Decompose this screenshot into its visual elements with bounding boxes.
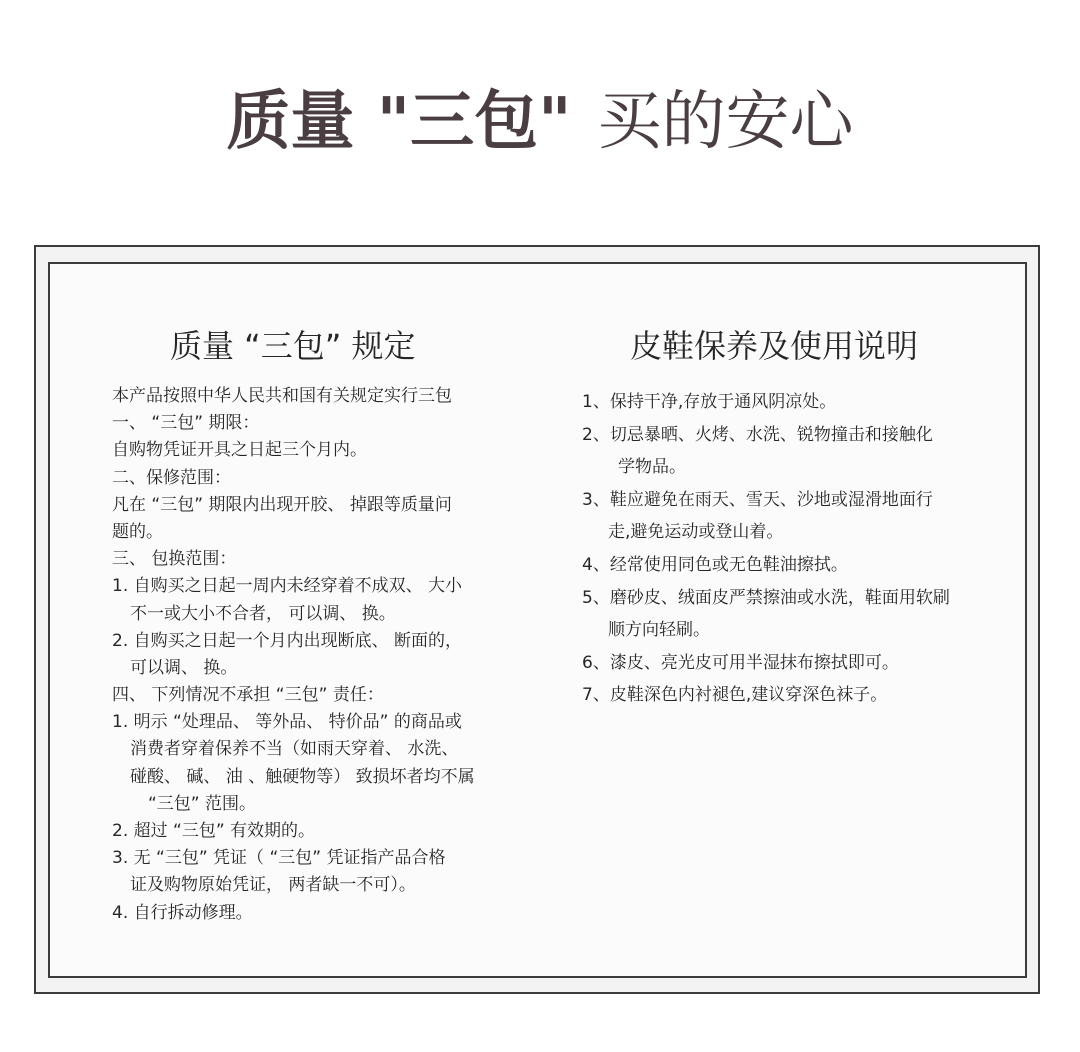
care-line: 4、经常使用同色或无色鞋油擦拭。 (582, 554, 848, 575)
warranty-line: 本产品按照中华人民共和国有关规定实行三包 (112, 386, 452, 406)
care-line: 6、漆皮、亮光皮可用半湿抹布擦拭即可。 (582, 652, 899, 673)
header-light-text: 买的安心 (597, 85, 854, 159)
warranty-line: 不一或大小不合者， 可以调、 换。 (130, 603, 396, 624)
care-line: 顺方向轻刷。 (608, 620, 710, 641)
warranty-line: 1. 明示 “处理品、 等外品、 特价品” 的商品或 (112, 712, 462, 733)
care-title: 皮鞋保养及使用说明 (630, 327, 919, 365)
care-line: 7、皮鞋深色内衬褪色,建议穿深色袜子。 (582, 685, 888, 706)
warranty-line: 四、 下列情况不承担 “三包” 责任： (112, 685, 384, 706)
warranty-line: 2. 超过 “三包” 有效期的。 (112, 821, 316, 841)
care-line: 1、保持干净,存放于通风阴凉处。 (582, 392, 837, 412)
warranty-line: 1. 自购买之日起一周内未经穿着不成双、 大小 (112, 576, 463, 597)
warranty-line: “三包” 范围。 (148, 793, 257, 814)
care-line: 3、鞋应避免在雨天、雪天、沙地或湿滑地面行 (582, 489, 933, 510)
warranty-line: 凡在 “三包” 期限内出现开胶、 掉跟等质量问 (112, 494, 452, 515)
header-bold-text: 质量 "三包" (226, 85, 572, 159)
warranty-title: 质量 “三包” 规定 (170, 327, 416, 365)
warranty-line: 一、 “三包” 期限： (112, 413, 260, 434)
page-header (0, 82, 1080, 162)
warranty-line: 3. 无 “三包” 凭证（ “三包” 凭证指产品合格 (112, 848, 446, 869)
warranty-line: 碰酸、 碱、 油 、触硬物等） 致损坏者均不属 (130, 766, 475, 787)
care-line: 2、切忌暴晒、火烤、水洗、锐物撞击和接触化 (582, 424, 933, 445)
warranty-line: 二、保修范围： (112, 467, 231, 488)
care-line: 走,避免运动或登山着。 (608, 522, 784, 543)
warranty-line: 2. 自购买之日起一个月内出现断底、 断面的， (112, 630, 463, 651)
warranty-card (34, 245, 1040, 994)
care-line: 学物品。 (618, 457, 686, 478)
warranty-line: 可以调、 换。 (130, 657, 238, 678)
warranty-line: 证及购物原始凭证， 两者缺一不可）。 (130, 875, 416, 896)
warranty-line: 题的。 (112, 521, 163, 542)
warranty-text (112, 383, 475, 927)
warranty-line: 自购物凭证开具之日起三个月内。 (112, 440, 367, 461)
warranty-card-inner-border (48, 262, 1027, 978)
warranty-line: 消费者穿着保养不当（如雨天穿着、 水洗、 (130, 739, 459, 760)
care-instructions (582, 386, 950, 712)
warranty-line: 三、 包换范围： (112, 549, 237, 570)
warranty-line: 4. 自行拆动修理。 (112, 902, 253, 923)
care-line: 5、磨砂皮、绒面皮严禁擦油或水洗，鞋面用软刷 (582, 587, 950, 608)
